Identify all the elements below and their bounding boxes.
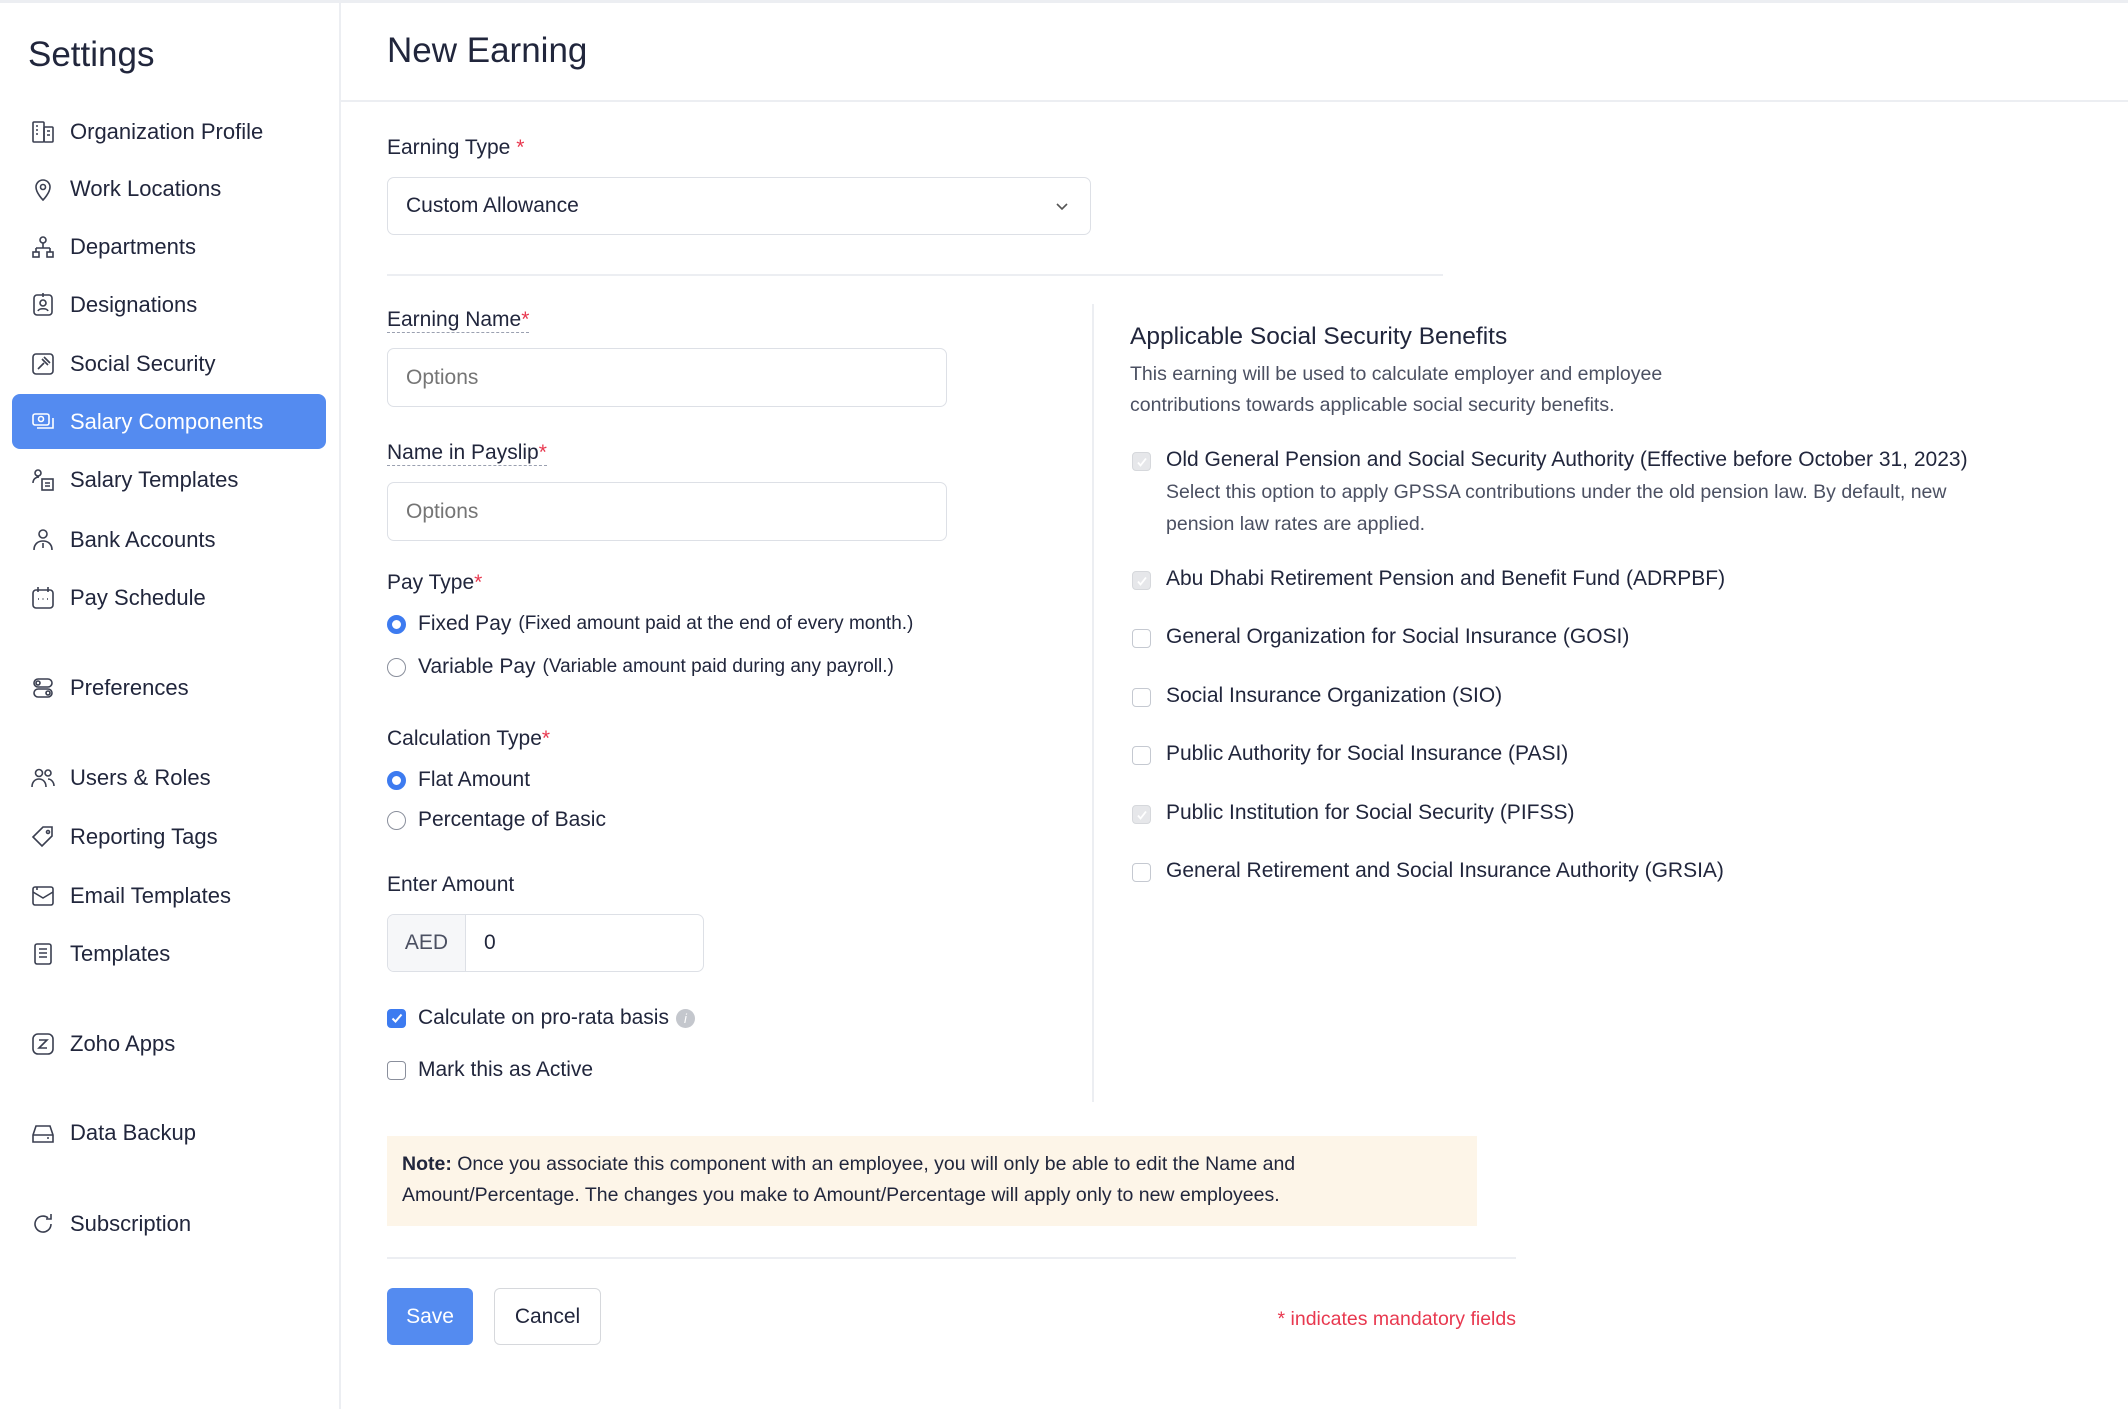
info-icon[interactable]: i bbox=[676, 1009, 695, 1028]
option-description: pension law rates are applied. bbox=[1166, 513, 1426, 535]
social-security-option[interactable] bbox=[1130, 859, 1724, 883]
radio-label: Flat Amount bbox=[418, 768, 531, 791]
amount-input[interactable]: 0 bbox=[484, 931, 496, 954]
note-prefix: Note: bbox=[402, 1153, 452, 1175]
pay-type-fixed-radio[interactable] bbox=[387, 612, 913, 636]
sidebar-item-label: Users & Roles bbox=[70, 764, 211, 790]
sidebar-item-preferences[interactable] bbox=[12, 660, 326, 715]
sidebar-item-salary-templates[interactable] bbox=[12, 452, 326, 507]
divider bbox=[387, 1257, 1516, 1259]
calendar-icon bbox=[30, 585, 56, 611]
checkbox-checked-disabled[interactable] bbox=[1132, 571, 1151, 590]
page-header bbox=[341, 3, 2128, 102]
checkbox-checked-disabled[interactable] bbox=[1132, 805, 1151, 824]
radio-unselected[interactable] bbox=[387, 811, 406, 830]
checkbox-checked[interactable] bbox=[387, 1009, 406, 1028]
amount-field bbox=[387, 914, 704, 972]
earning-type-select[interactable] bbox=[387, 177, 1091, 235]
sidebar-item-salary-components[interactable] bbox=[12, 394, 326, 449]
sidebar-item-reporting-tags[interactable] bbox=[12, 809, 326, 864]
radio-unselected[interactable] bbox=[387, 658, 406, 677]
social-security-option[interactable] bbox=[1130, 801, 1575, 825]
social-security-option[interactable] bbox=[1130, 625, 1629, 649]
sidebar-item-label: Salary Components bbox=[70, 408, 264, 434]
sidebar-item-label: Pay Schedule bbox=[70, 584, 206, 610]
earning-name-label-text: Earning Name bbox=[387, 308, 522, 331]
checkbox-unchecked[interactable] bbox=[1132, 746, 1151, 765]
column-divider bbox=[1092, 304, 1094, 1102]
user-list-icon bbox=[30, 467, 56, 493]
required-marker: * bbox=[516, 136, 525, 159]
sidebar-item-label: Organization Profile bbox=[70, 118, 264, 144]
org-chart-icon bbox=[30, 234, 56, 260]
page-title: New Earning bbox=[387, 31, 588, 70]
currency-addon: AED bbox=[388, 915, 466, 971]
sidebar-item-bank-accounts[interactable] bbox=[12, 512, 326, 567]
calc-type-percentage-radio[interactable] bbox=[387, 808, 606, 832]
option-label: Social Insurance Organization (SIO) bbox=[1166, 684, 1503, 707]
cancel-button[interactable]: Cancel bbox=[494, 1288, 601, 1345]
sidebar-item-label: Work Locations bbox=[70, 175, 222, 201]
option-label: Abu Dhabi Retirement Pension and Benefit Fund (ADRPBF) bbox=[1166, 567, 1726, 590]
chevron-down-icon bbox=[1054, 198, 1070, 214]
option-label: General Retirement and Social Insurance Authority (GRSIA) bbox=[1166, 859, 1724, 882]
tag-icon bbox=[30, 824, 56, 850]
sidebar-item-zoho-apps[interactable] bbox=[12, 1016, 326, 1071]
sidebar-item-label: Reporting Tags bbox=[70, 823, 218, 849]
sidebar-item-data-backup[interactable] bbox=[12, 1105, 326, 1160]
settings-sidebar bbox=[0, 3, 341, 1409]
social-security-title: Applicable Social Security Benefits bbox=[1130, 323, 1508, 350]
social-security-option[interactable] bbox=[1130, 448, 1968, 540]
social-security-option[interactable] bbox=[1130, 684, 1502, 708]
option-label: General Organization for Social Insurance (GOSI) bbox=[1166, 625, 1630, 648]
calc-type-label bbox=[387, 727, 550, 751]
radio-selected[interactable] bbox=[387, 615, 406, 634]
sidebar-item-work-locations[interactable] bbox=[12, 161, 326, 216]
radio-hint: (Fixed amount paid at the end of every month.) bbox=[518, 613, 914, 634]
pay-type-variable-radio[interactable] bbox=[387, 655, 894, 679]
users-icon bbox=[30, 765, 56, 791]
radio-hint: (Variable amount paid during any payroll.) bbox=[542, 656, 894, 677]
required-marker: * bbox=[474, 571, 483, 594]
payslip-name-label bbox=[387, 441, 547, 465]
payslip-name-input[interactable] bbox=[387, 482, 947, 541]
calc-type-label-text: Calculation Type bbox=[387, 727, 542, 750]
sidebar-item-users-roles[interactable] bbox=[12, 750, 326, 805]
earning-type-value: Custom Allowance bbox=[406, 194, 579, 217]
sidebar-item-social-security[interactable] bbox=[12, 336, 326, 391]
checkbox-unchecked[interactable] bbox=[1132, 629, 1151, 648]
drive-icon bbox=[30, 1120, 56, 1146]
amount-label: Enter Amount bbox=[387, 873, 515, 896]
social-security-desc-1: This earning will be used to calculate employer and employee bbox=[1130, 363, 1663, 385]
radio-label: Percentage of Basic bbox=[418, 808, 606, 831]
sidebar-item-subscription[interactable] bbox=[12, 1196, 326, 1251]
refresh-icon bbox=[30, 1211, 56, 1237]
sidebar-item-label: Subscription bbox=[70, 1210, 192, 1236]
note-box bbox=[387, 1136, 1477, 1226]
sidebar-item-label: Departments bbox=[70, 233, 196, 259]
required-marker: * bbox=[521, 308, 530, 331]
document-icon bbox=[30, 941, 56, 967]
social-security-option[interactable] bbox=[1130, 567, 1725, 591]
sidebar-title: Settings bbox=[28, 35, 155, 74]
earning-type-label bbox=[387, 136, 524, 160]
user-bank-icon bbox=[30, 527, 56, 553]
sidebar-item-email-templates[interactable] bbox=[12, 868, 326, 923]
social-security-option[interactable] bbox=[1130, 742, 1568, 766]
note-text-1: Once you associate this component with an employee, you will only be able to edit the Name and bbox=[457, 1153, 1296, 1175]
id-badge-icon bbox=[30, 292, 56, 318]
required-marker: * bbox=[541, 727, 551, 750]
pay-type-label-text: Pay Type bbox=[387, 571, 475, 594]
sidebar-item-label: Social Security bbox=[70, 350, 216, 376]
calc-type-flat-radio[interactable] bbox=[387, 768, 530, 792]
sidebar-item-label: Bank Accounts bbox=[70, 526, 216, 552]
earning-name-label bbox=[387, 308, 529, 332]
checkbox-label: Mark this as Active bbox=[418, 1058, 594, 1081]
option-label: Public Authority for Social Insurance (PASI) bbox=[1166, 742, 1569, 765]
pro-rata-checkbox[interactable] bbox=[387, 1006, 695, 1030]
sidebar-item-label: Zoho Apps bbox=[70, 1030, 176, 1056]
sidebar-item-templates[interactable] bbox=[12, 926, 326, 981]
sidebar-item-organization-profile[interactable] bbox=[12, 104, 326, 159]
sidebar-item-label: Templates bbox=[70, 940, 171, 966]
save-button[interactable]: Save bbox=[387, 1288, 473, 1345]
building-icon bbox=[30, 119, 56, 145]
sidebar-item-departments[interactable] bbox=[12, 219, 326, 274]
zoho-apps-icon bbox=[30, 1031, 56, 1057]
pay-type-label bbox=[387, 571, 482, 595]
checkbox-unchecked[interactable] bbox=[1132, 863, 1151, 882]
radio-label: Variable Pay bbox=[418, 655, 536, 678]
radio-label: Fixed Pay bbox=[418, 612, 512, 635]
payslip-name-label-text: Name in Payslip bbox=[387, 441, 539, 464]
earning-name-input[interactable] bbox=[387, 348, 947, 407]
social-security-desc-2: contributions towards applicable social security benefits. bbox=[1130, 394, 1615, 416]
sidebar-item-label: Salary Templates bbox=[70, 466, 239, 492]
checkbox-checked-disabled[interactable] bbox=[1132, 452, 1151, 471]
checkbox-unchecked[interactable] bbox=[387, 1061, 406, 1080]
sidebar-item-label: Preferences bbox=[70, 674, 189, 700]
radio-selected[interactable] bbox=[387, 771, 406, 790]
option-label: Old General Pension and Social Security Authority (Effective before October 31, 2023) bbox=[1166, 448, 1968, 471]
divider bbox=[387, 274, 1443, 276]
sidebar-item-pay-schedule[interactable] bbox=[12, 570, 326, 625]
checkbox-label: Calculate on pro-rata basis bbox=[418, 1006, 669, 1029]
note-text-2: Amount/Percentage. The changes you make to Amount/Percentage will apply only to new employees. bbox=[402, 1184, 1280, 1206]
mandatory-fields-note: * indicates mandatory fields bbox=[1277, 1308, 1516, 1330]
earning-type-label-text: Earning Type bbox=[387, 136, 511, 159]
money-icon bbox=[30, 409, 56, 435]
option-label: Public Institution for Social Security (PIFSS) bbox=[1166, 801, 1575, 824]
note-line-1 bbox=[402, 1149, 1462, 1180]
sidebar-item-label: Designations bbox=[70, 291, 198, 317]
checkbox-unchecked[interactable] bbox=[1132, 688, 1151, 707]
gavel-icon bbox=[30, 351, 56, 377]
email-icon bbox=[30, 883, 56, 909]
location-pin-icon bbox=[30, 176, 56, 202]
sidebar-item-designations[interactable] bbox=[12, 277, 326, 332]
required-marker: * bbox=[538, 441, 547, 464]
sidebar-item-label: Data Backup bbox=[70, 1119, 196, 1145]
toggles-icon bbox=[30, 675, 56, 701]
sidebar-item-label: Email Templates bbox=[70, 882, 231, 908]
mark-active-checkbox[interactable] bbox=[387, 1058, 593, 1082]
option-description: Select this option to apply GPSSA contributions under the old pension law. By default, new bbox=[1166, 481, 1947, 503]
